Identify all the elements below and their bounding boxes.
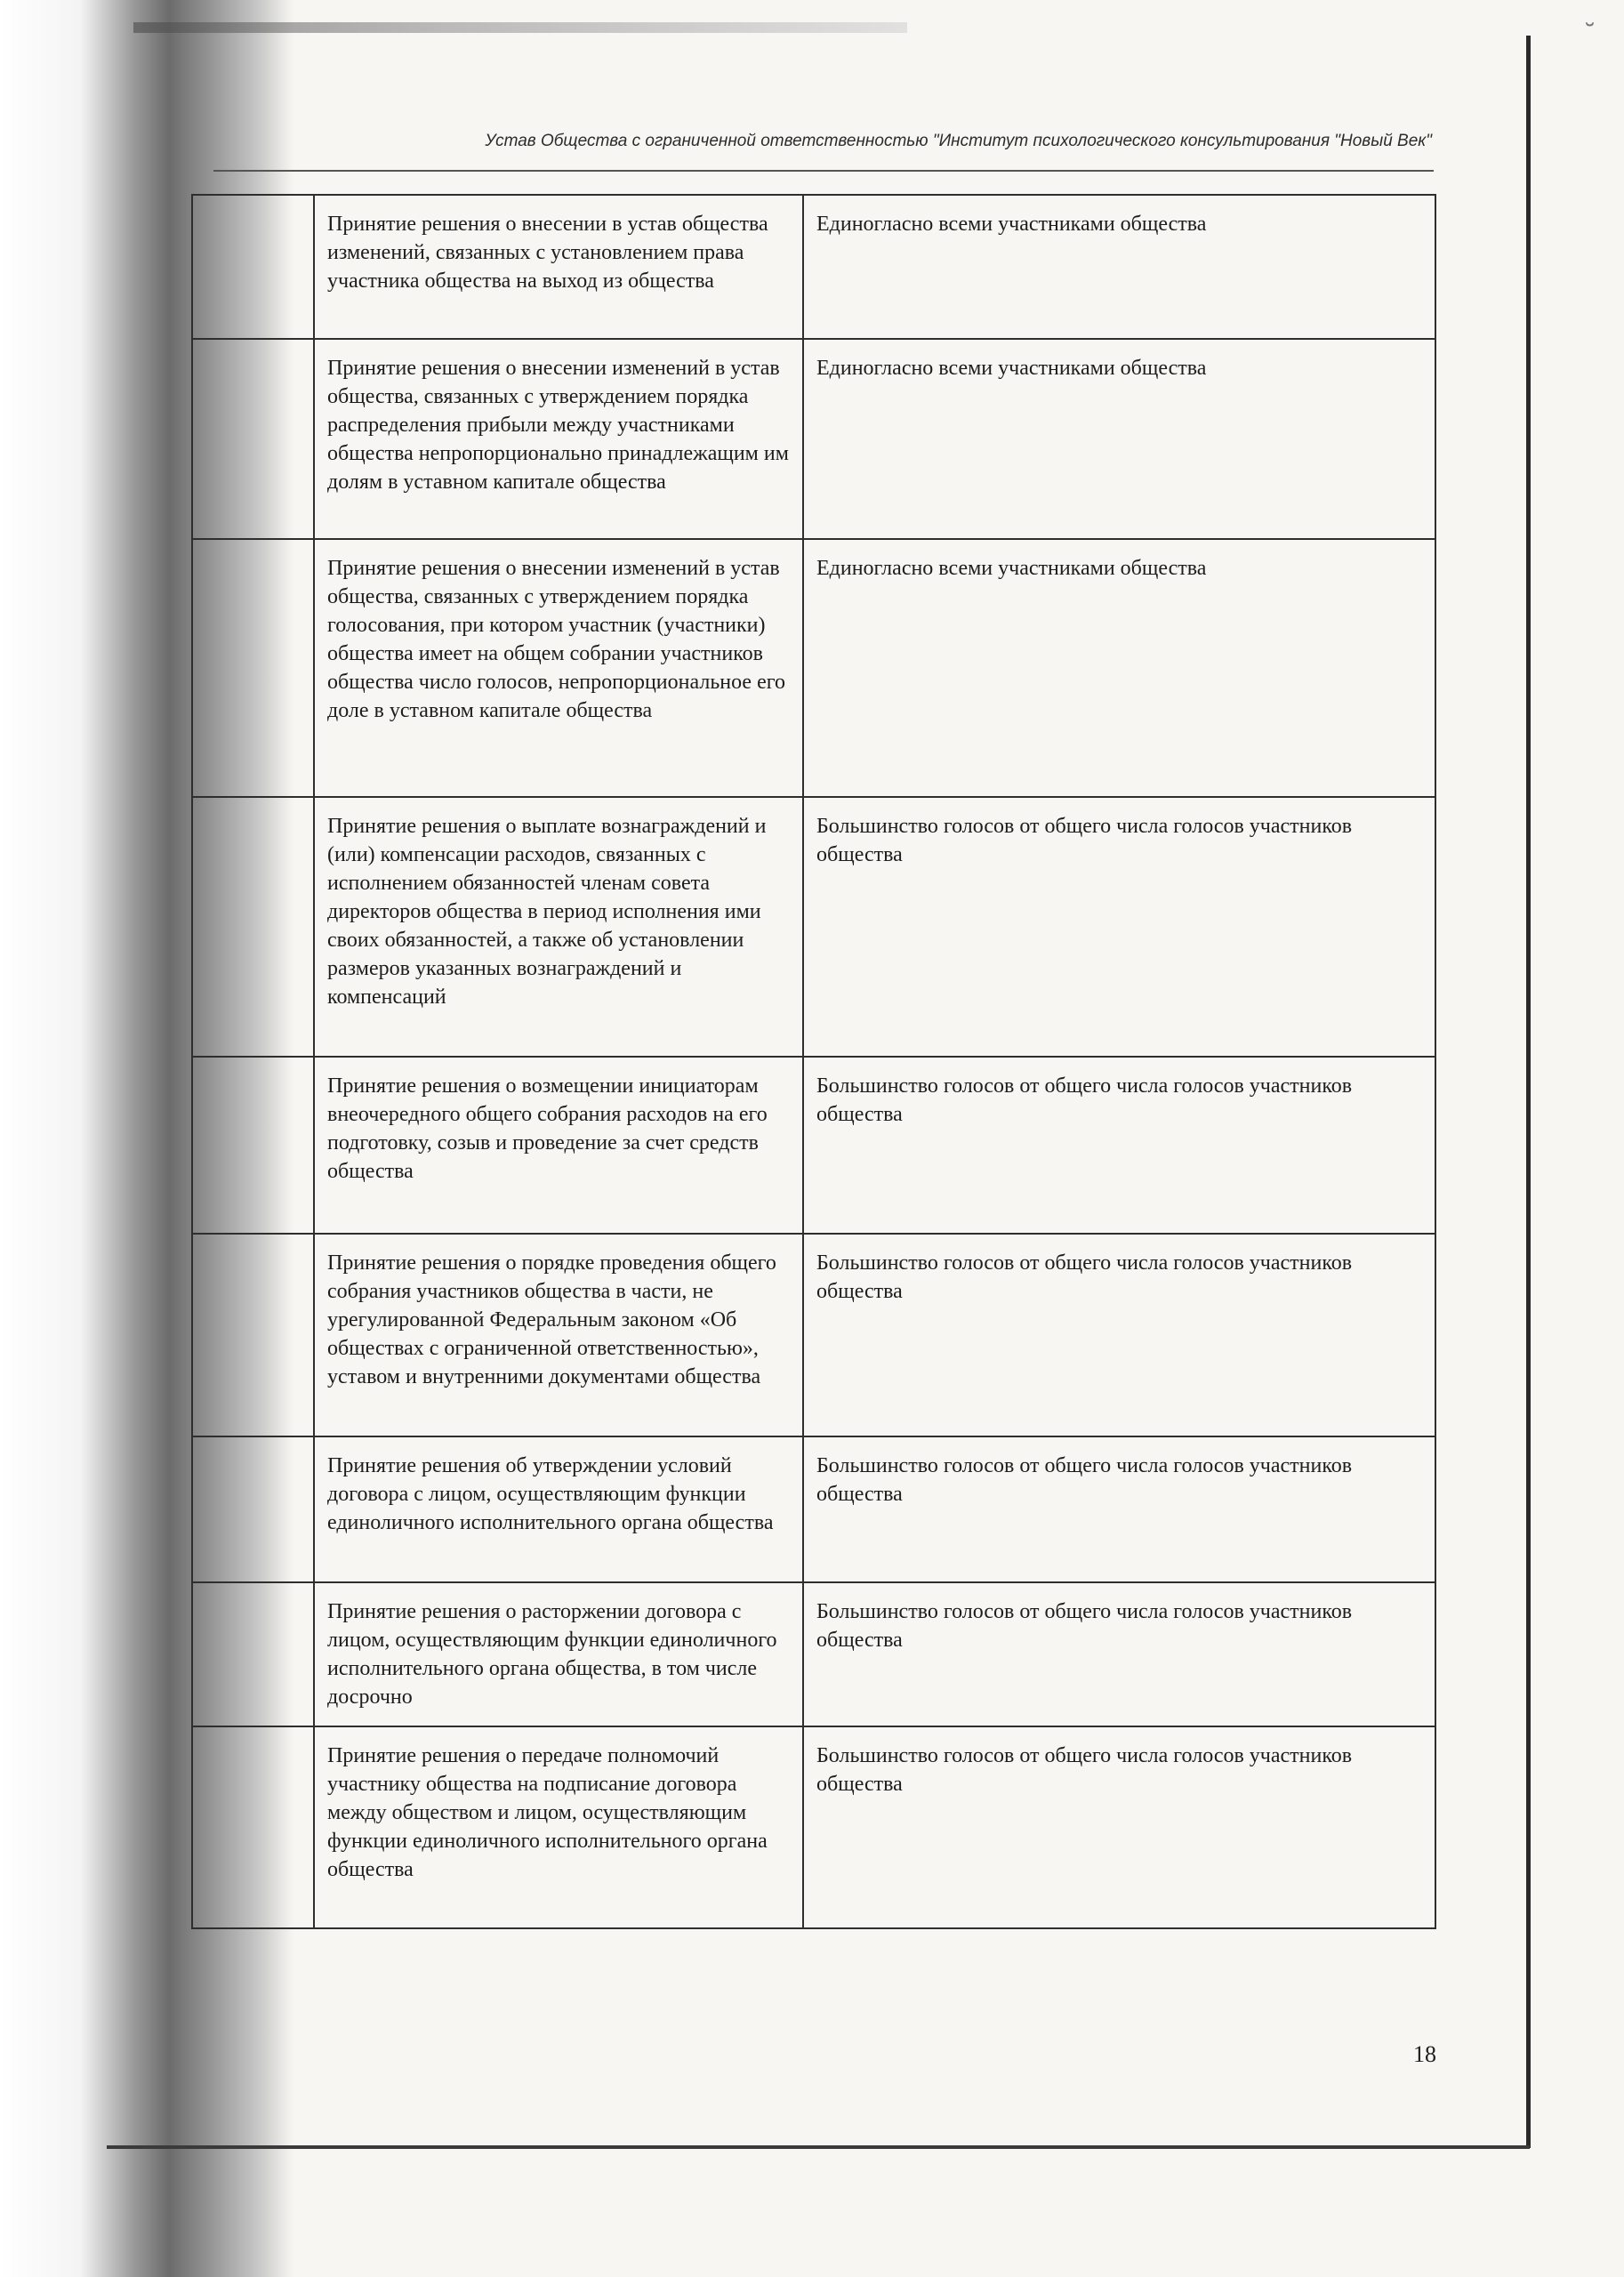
quorum-cell: Большинство голосов от общего числа голосов участников общества (803, 1582, 1435, 1726)
quorum-cell: Единогласно всеми участниками общества (803, 195, 1435, 339)
row-number (192, 339, 314, 539)
issue-cell: Принятие решения о внесении в устав общества изменений, связанных с установлением права участника общества на выход из общества (314, 195, 803, 339)
issue-cell: Принятие решения о внесении изменений в устав общества, связанных с утверждением порядка голосования, при котором участник (участники) общества имеет на общем собрании участников общества число голосов, непропорциональное его доле в уставном капитале общества (314, 539, 803, 797)
row-number (192, 539, 314, 797)
header-rule (213, 170, 1434, 172)
table-row (192, 1582, 1435, 1726)
row-number (192, 1057, 314, 1234)
issue-cell: Принятие решения о передаче полномочий участнику общества на подписание договора между обществом и лицом, осуществляющим функции единоличного исполнительного органа общества (314, 1726, 803, 1928)
issue-cell: Принятие решения о возмещении инициаторам внеочередного общего собрания расходов на его подготовку, созыв и проведение за счет средств общества (314, 1057, 803, 1234)
table-row (192, 195, 1435, 339)
scan-edge-top (133, 22, 907, 33)
row-number (192, 1436, 314, 1582)
table-row (192, 1234, 1435, 1436)
quorum-cell: Единогласно всеми участниками общества (803, 339, 1435, 539)
issue-cell: Принятие решения о порядке проведения общего собрания участников общества в части, не урегулированной Федеральным законом «Об обществах с ограниченной ответственностью», уставом и внутренними документами общества (314, 1234, 803, 1436)
issue-cell: Принятие решения о внесении изменений в устав общества, связанных с утверждением порядка распределения прибыли между участниками общества непропорционально принадлежащим им долям в уставном капитале общества (314, 339, 803, 539)
table-row (192, 797, 1435, 1057)
quorum-cell: Единогласно всеми участниками общества (803, 539, 1435, 797)
scan-speck: ˘ (1583, 20, 1596, 51)
page-number: 18 (1413, 2041, 1436, 2067)
row-number (192, 797, 314, 1057)
row-number (192, 195, 314, 339)
table-row (192, 539, 1435, 797)
page-header: Устав Общества с ограниченной ответственностью "Институт психологического консультирования "Новый Век" (485, 132, 1432, 150)
scan-edge-bottom (107, 2145, 1530, 2149)
quorum-cell: Большинство голосов от общего числа голосов участников общества (803, 1436, 1435, 1582)
table-row (192, 1436, 1435, 1582)
row-number (192, 1582, 314, 1726)
scan-edge-right (1526, 36, 1531, 2148)
row-number (192, 1234, 314, 1436)
quorum-cell: Большинство голосов от общего числа голосов участников общества (803, 1726, 1435, 1928)
issue-cell: Принятие решения об утверждении условий договора с лицом, осуществляющим функции единоличного исполнительного органа общества (314, 1436, 803, 1582)
decisions-table (191, 194, 1436, 1929)
quorum-cell: Большинство голосов от общего числа голосов участников общества (803, 1234, 1435, 1436)
table-row (192, 1726, 1435, 1928)
issue-cell: Принятие решения о выплате вознаграждений и (или) компенсации расходов, связанных с исполнением обязанностей членам совета директоров общества в период исполнения ими своих обязанностей, а также об установлении размеров указанных вознаграждений и компенсаций (314, 797, 803, 1057)
quorum-cell: Большинство голосов от общего числа голосов участников общества (803, 797, 1435, 1057)
table-row (192, 1057, 1435, 1234)
row-number (192, 1726, 314, 1928)
table-row (192, 339, 1435, 539)
issue-cell: Принятие решения о расторжении договора с лицом, осуществляющим функции единоличного исполнительного органа общества, в том числе досрочно (314, 1582, 803, 1726)
decisions-table-wrapper (191, 194, 1435, 1929)
quorum-cell: Большинство голосов от общего числа голосов участников общества (803, 1057, 1435, 1234)
